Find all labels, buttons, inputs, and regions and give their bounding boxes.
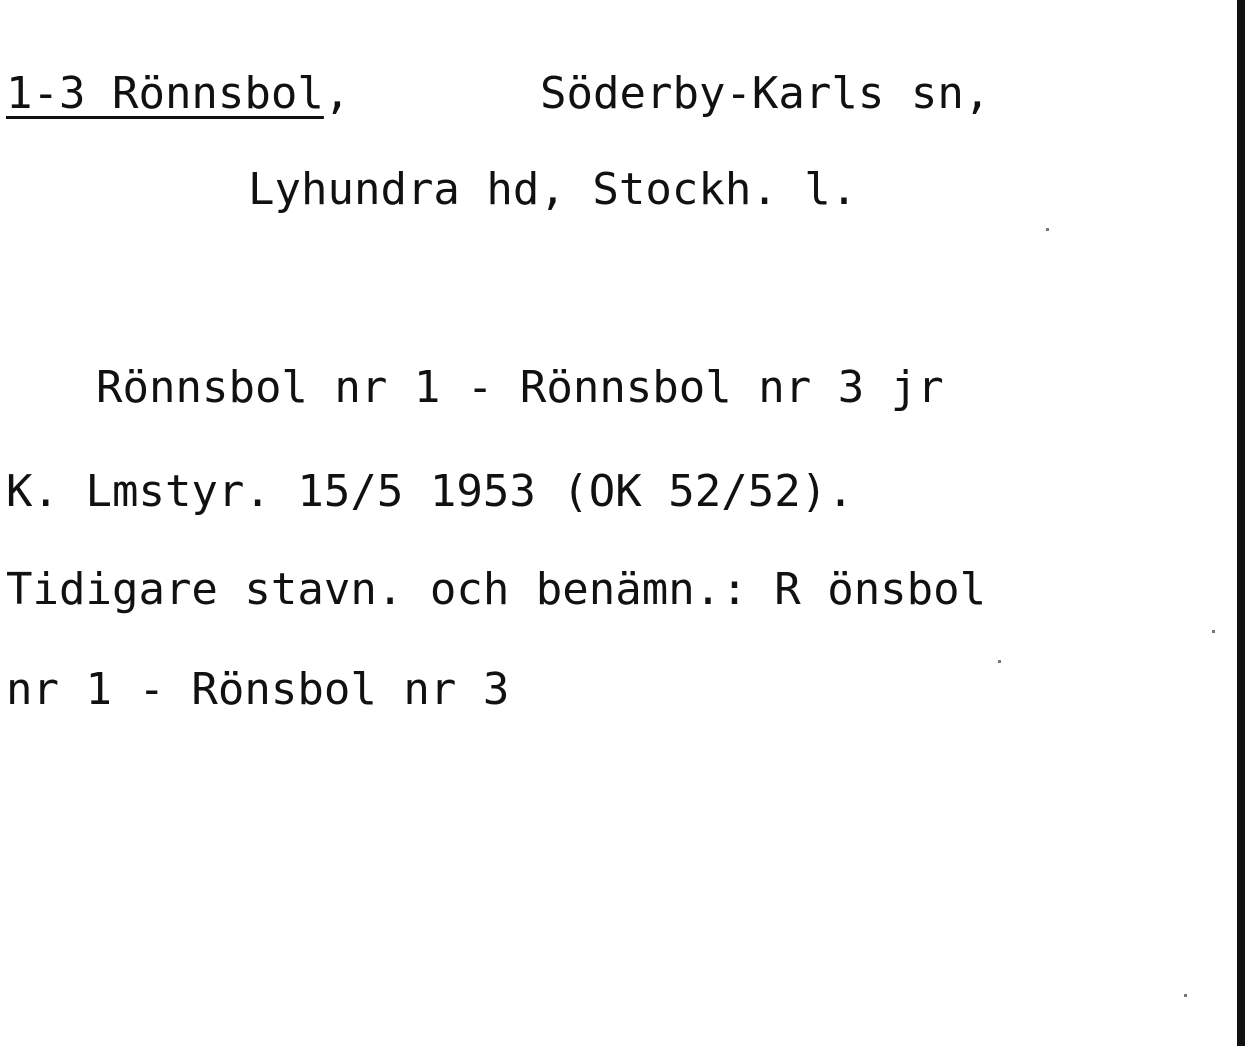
body-line-1: Rönnsbol nr 1 - Rönnsbol nr 3 jr [96, 362, 944, 413]
parish-name: Söderby-Karls sn, [540, 68, 991, 119]
body-line-3: Tidigare stavn. och benämn.: R önsbol [6, 564, 987, 615]
heading-comma: , [323, 68, 351, 119]
scan-speck [1212, 630, 1215, 633]
body-line-2: K. Lmstyr. 15/5 1953 (OK 52/52). [6, 466, 854, 517]
place-name-range: 1-3 Rönnsbol [6, 68, 324, 119]
card-right-edge-border [1237, 0, 1245, 1046]
heading-line-1 [6, 68, 351, 119]
scan-speck [1046, 228, 1049, 231]
body-line-4: nr 1 - Rönsbol nr 3 [6, 664, 510, 715]
district-line: Lyhundra hd, Stockh. l. [248, 164, 858, 215]
scan-speck [998, 660, 1001, 663]
scan-speck [1184, 994, 1187, 997]
